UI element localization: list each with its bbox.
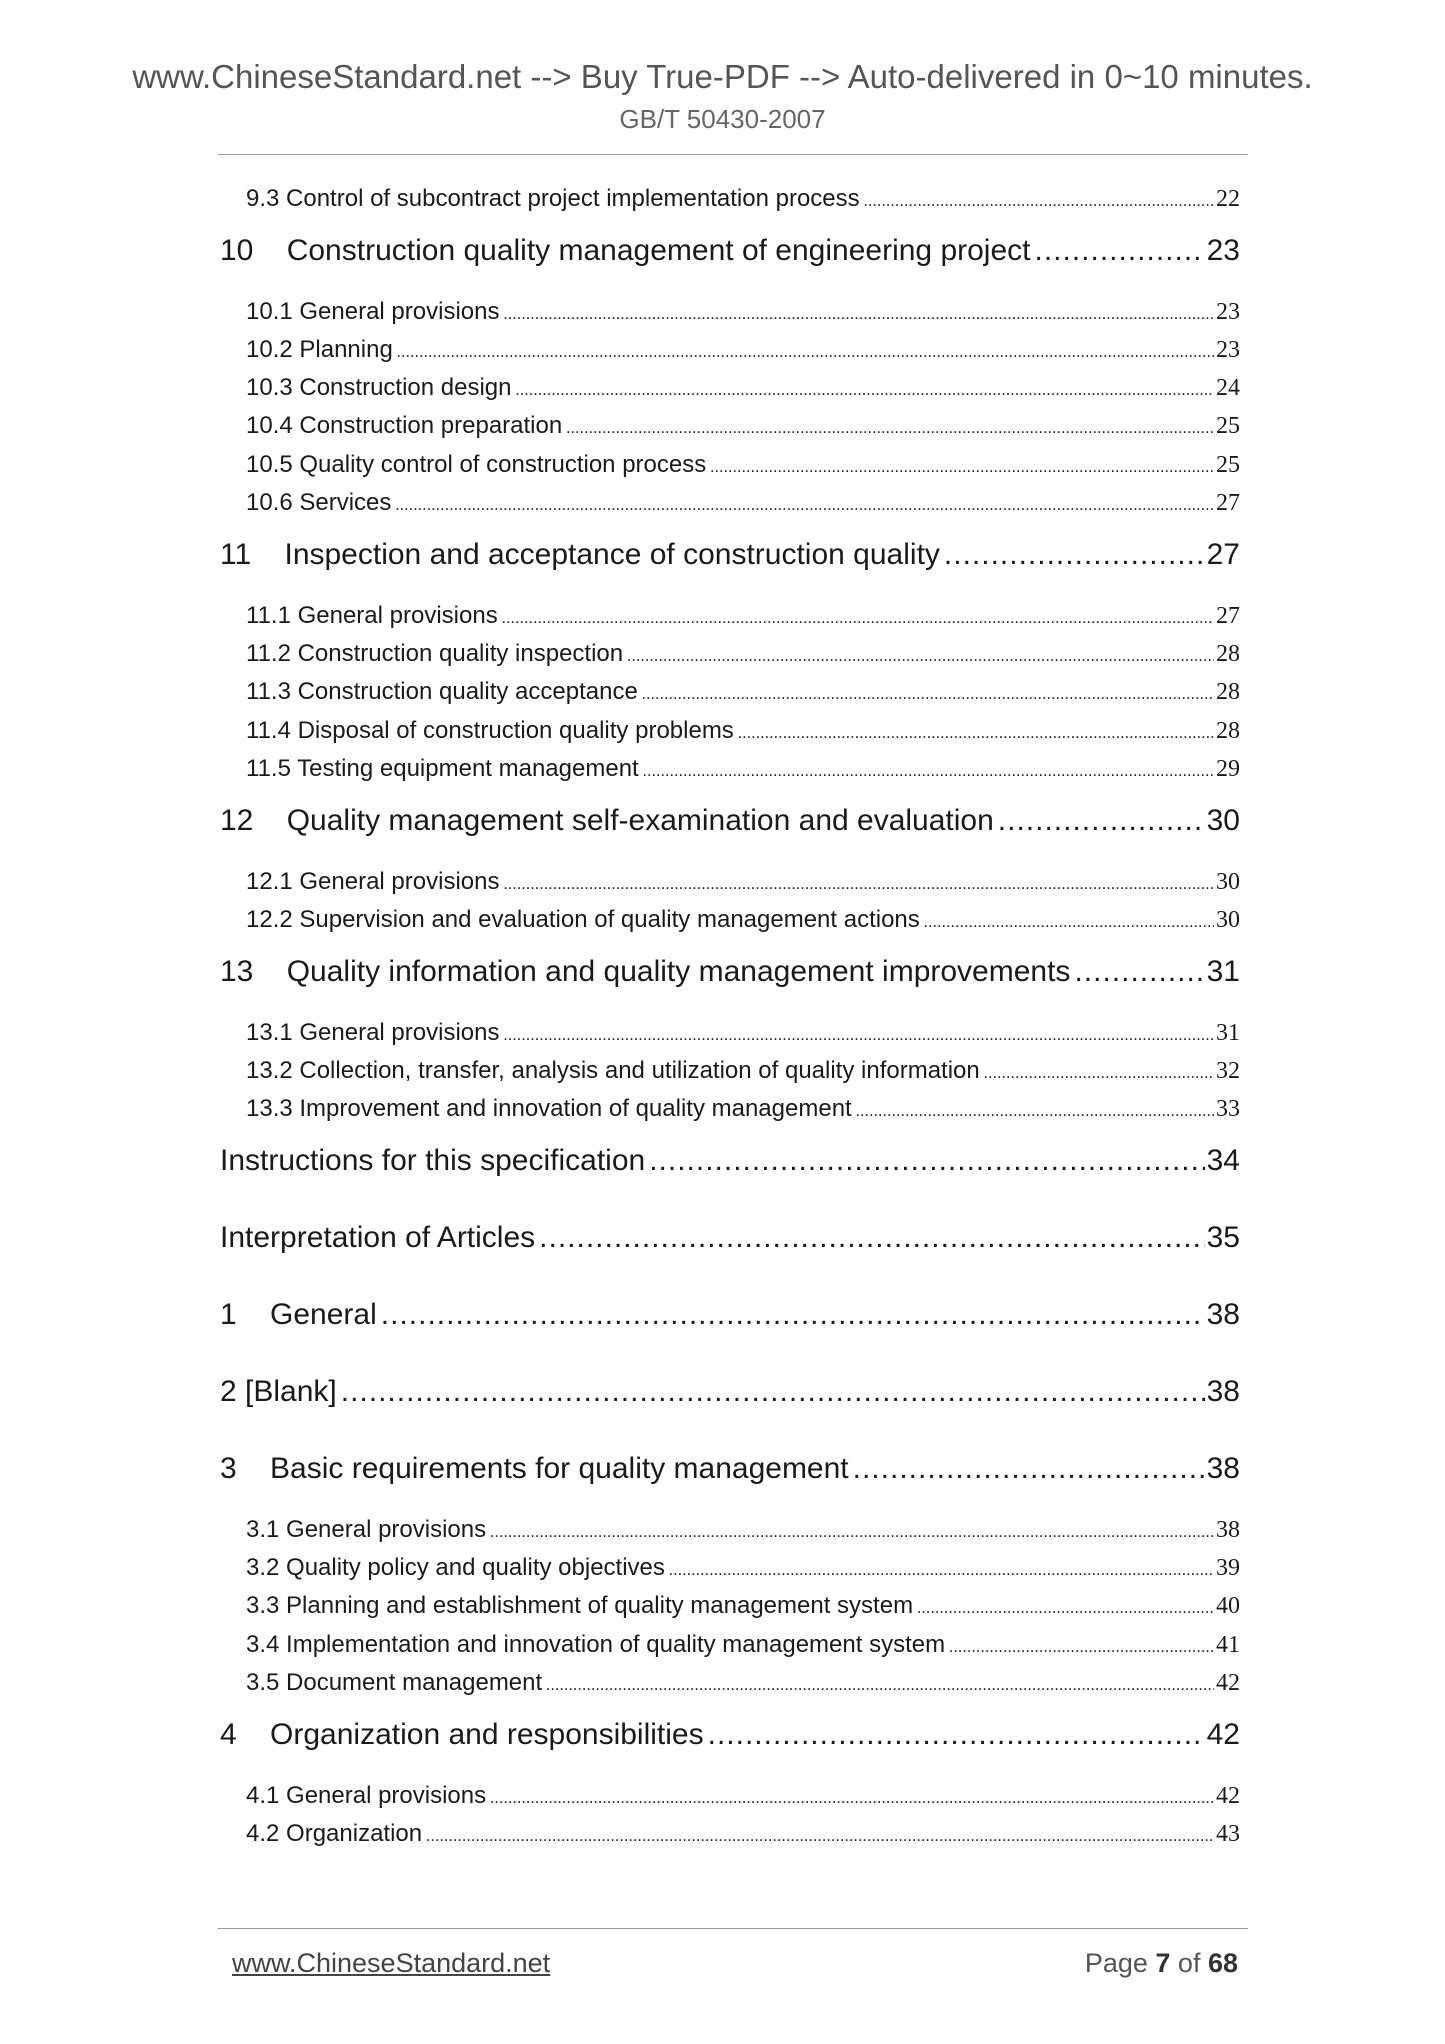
toc-entry-title: 11.2 Construction quality inspection bbox=[246, 640, 624, 667]
toc-entry[interactable] bbox=[246, 868, 1240, 896]
toc-dot-leader bbox=[708, 1718, 1205, 1752]
toc-entry-page: 39 bbox=[1216, 1555, 1240, 1581]
toc-entry-page: 40 bbox=[1216, 1593, 1240, 1619]
toc-entry-page: 27 bbox=[1216, 603, 1240, 629]
toc-entry-title: 12 Quality management self-examination and evaluation bbox=[220, 804, 994, 837]
toc-dot-leader bbox=[502, 610, 1214, 628]
toc-entry-page: 38 bbox=[1206, 1452, 1240, 1485]
toc-entry-page: 33 bbox=[1216, 1096, 1240, 1122]
toc-entry[interactable] bbox=[220, 1718, 1240, 1752]
toc-entry-page: 31 bbox=[1206, 955, 1240, 988]
toc-entry-title: 11.4 Disposal of construction quality problems bbox=[246, 717, 734, 744]
toc-entry-title: 3.4 Implementation and innovation of quality management system bbox=[246, 1631, 946, 1658]
toc-entry-page: 25 bbox=[1216, 413, 1240, 439]
toc-entry-page: 24 bbox=[1216, 375, 1240, 401]
toc-entry-title: 10.2 Planning bbox=[246, 336, 393, 363]
toc-entry-title: 2 [Blank] bbox=[220, 1375, 337, 1408]
toc-entry-page: 30 bbox=[1206, 804, 1240, 837]
toc-dot-leader bbox=[490, 1524, 1214, 1542]
toc-dot-leader bbox=[381, 1298, 1205, 1332]
toc-entry-page: 28 bbox=[1216, 718, 1240, 744]
toc-entry-page: 25 bbox=[1216, 452, 1240, 478]
toc-dot-leader bbox=[426, 1828, 1214, 1846]
toc-entry-title: 12.1 General provisions bbox=[246, 868, 500, 895]
toc-entry-page: 23 bbox=[1206, 234, 1240, 267]
toc-dot-leader bbox=[627, 648, 1214, 666]
toc-dot-leader bbox=[643, 763, 1214, 781]
toc-dot-leader bbox=[944, 538, 1205, 572]
toc-entry[interactable] bbox=[246, 1592, 1240, 1620]
toc-entry[interactable] bbox=[246, 640, 1240, 668]
toc-entry-page: 28 bbox=[1216, 641, 1240, 667]
toc-dot-leader bbox=[566, 420, 1214, 438]
toc-entry-title: 13 Quality information and quality management improvements bbox=[220, 955, 1071, 988]
toc-entry-title: 11.1 General provisions bbox=[246, 602, 498, 629]
toc-dot-leader bbox=[649, 1144, 1204, 1178]
toc-dot-leader bbox=[642, 686, 1214, 704]
toc-entry[interactable] bbox=[246, 336, 1240, 364]
toc-dot-leader bbox=[341, 1375, 1205, 1409]
page-current: 7 bbox=[1155, 1948, 1171, 1978]
toc-entry-page: 27 bbox=[1216, 490, 1240, 516]
toc-entry[interactable] bbox=[246, 755, 1240, 783]
footer-website-link[interactable]: www.ChineseStandard.net bbox=[232, 1948, 551, 1978]
toc-entry[interactable] bbox=[246, 1554, 1240, 1582]
toc-entry[interactable] bbox=[220, 1221, 1240, 1255]
toc-entry[interactable] bbox=[220, 1298, 1240, 1332]
toc-dot-leader bbox=[710, 459, 1214, 477]
page-total: 68 bbox=[1207, 1948, 1238, 1978]
toc-dot-leader bbox=[503, 876, 1214, 894]
toc-entry-page: 23 bbox=[1216, 299, 1240, 325]
toc-entry[interactable] bbox=[246, 298, 1240, 326]
toc-dot-leader bbox=[949, 1639, 1214, 1657]
toc-entry-page: 32 bbox=[1216, 1058, 1240, 1084]
toc-entry-title: 3.2 Quality policy and quality objectives bbox=[246, 1554, 665, 1581]
toc-entry-title: Instructions for this specification bbox=[220, 1144, 646, 1177]
toc-entry-title: 10.4 Construction preparation bbox=[246, 412, 563, 439]
toc-dot-leader bbox=[490, 1790, 1214, 1808]
toc-dot-leader bbox=[1034, 234, 1204, 268]
header-banner: www.ChineseStandard.net --> Buy True-PDF --> Auto-delivered in 0~10 minutes. bbox=[132, 58, 1313, 95]
toc-entry-title: 1 General bbox=[220, 1298, 377, 1331]
toc-entry-title: 3.3 Planning and establishment of quality management system bbox=[246, 1592, 914, 1619]
toc-entry-title: 10.5 Quality control of construction process bbox=[246, 451, 707, 478]
toc-entry-title: 9.3 Control of subcontract project implementation process bbox=[246, 185, 860, 212]
toc-entry-page: 38 bbox=[1206, 1298, 1240, 1331]
page-number bbox=[1085, 1948, 1238, 1979]
standard-code: GB/T 50430-2007 bbox=[619, 104, 826, 134]
toc-dot-leader bbox=[738, 725, 1214, 743]
toc-entry-title: 11 Inspection and acceptance of construction quality bbox=[220, 538, 940, 571]
toc-entry-title: 4.1 General provisions bbox=[246, 1782, 487, 1809]
toc-entry-title: 11.5 Testing equipment management bbox=[246, 755, 639, 782]
toc-entry-title: 10.1 General provisions bbox=[246, 298, 500, 325]
toc-dot-leader bbox=[503, 1027, 1214, 1045]
toc-entry[interactable] bbox=[246, 1782, 1240, 1810]
toc-entry-page: 38 bbox=[1216, 1517, 1240, 1543]
toc-entry-title: 12.2 Supervision and evaluation of quality management actions bbox=[246, 906, 920, 933]
toc-entry[interactable] bbox=[246, 602, 1240, 630]
toc-dot-leader bbox=[669, 1562, 1214, 1580]
toc-entry-title: 10 Construction quality management of engineering project bbox=[220, 234, 1031, 267]
toc-entry[interactable] bbox=[220, 1452, 1240, 1486]
toc-dot-leader bbox=[546, 1677, 1214, 1695]
toc-entry[interactable] bbox=[220, 804, 1240, 838]
toc-dot-leader bbox=[539, 1221, 1204, 1255]
toc-entry[interactable] bbox=[246, 1516, 1240, 1544]
toc-entry-title: 13.3 Improvement and innovation of quality management bbox=[246, 1095, 852, 1122]
toc-entry[interactable] bbox=[246, 1669, 1240, 1697]
toc-entry[interactable] bbox=[246, 1631, 1240, 1659]
toc-entry-page: 42 bbox=[1216, 1783, 1240, 1809]
toc-entry-page: 31 bbox=[1216, 1020, 1240, 1046]
toc-entry-page: 28 bbox=[1216, 679, 1240, 705]
toc-dot-leader bbox=[924, 914, 1214, 932]
toc-entry-title: 10.6 Services bbox=[246, 489, 392, 516]
toc-entry-title: 3.1 General provisions bbox=[246, 1516, 487, 1543]
toc-entry[interactable] bbox=[220, 955, 1240, 989]
toc-entry-page: 30 bbox=[1216, 907, 1240, 933]
toc-dot-leader bbox=[503, 306, 1214, 324]
toc-entry-page: 43 bbox=[1216, 1821, 1240, 1847]
toc-entry[interactable] bbox=[220, 538, 1240, 572]
toc-entry[interactable] bbox=[246, 1019, 1240, 1047]
toc-entry-page: 42 bbox=[1216, 1670, 1240, 1696]
toc-entry[interactable] bbox=[220, 1144, 1240, 1178]
toc-entry[interactable] bbox=[246, 451, 1240, 479]
toc-entry[interactable] bbox=[246, 678, 1240, 706]
toc-dot-leader bbox=[917, 1600, 1214, 1618]
toc-dot-leader bbox=[856, 1103, 1214, 1121]
toc-dot-leader bbox=[395, 497, 1214, 515]
toc-entry-page: 22 bbox=[1216, 186, 1240, 212]
toc-entry-page: 35 bbox=[1206, 1221, 1240, 1254]
toc-entry-page: 38 bbox=[1206, 1375, 1240, 1408]
toc-entry-title: Interpretation of Articles bbox=[220, 1221, 536, 1254]
toc-entry-page: 23 bbox=[1216, 337, 1240, 363]
toc-entry-title: 10.3 Construction design bbox=[246, 374, 512, 401]
toc-dot-leader bbox=[516, 382, 1215, 400]
footer-rule bbox=[218, 1928, 1248, 1929]
toc-entry[interactable] bbox=[246, 717, 1240, 745]
toc-dot-leader bbox=[397, 344, 1214, 362]
toc-entry[interactable] bbox=[246, 906, 1240, 934]
toc-entry[interactable] bbox=[246, 1820, 1240, 1848]
toc-entry-page: 27 bbox=[1206, 538, 1240, 571]
toc-entry[interactable] bbox=[246, 1057, 1240, 1085]
toc-dot-leader bbox=[998, 804, 1205, 838]
page-prefix: Page bbox=[1084, 1948, 1156, 1978]
toc-entry-page: 41 bbox=[1216, 1632, 1240, 1658]
toc-entry-page: 34 bbox=[1206, 1144, 1240, 1177]
toc-entry-page: 30 bbox=[1216, 869, 1240, 895]
toc-entry-title: 3 Basic requirements for quality management bbox=[220, 1452, 849, 1485]
toc-entry[interactable] bbox=[220, 234, 1240, 268]
toc-dot-leader bbox=[1074, 955, 1204, 989]
toc-entry-page: 29 bbox=[1216, 756, 1240, 782]
toc-entry-title: 13.1 General provisions bbox=[246, 1019, 500, 1046]
page-mid: of bbox=[1170, 1948, 1208, 1978]
toc-entry-title: 3.5 Document management bbox=[246, 1669, 543, 1696]
toc-entry[interactable] bbox=[246, 185, 1240, 213]
toc-entry[interactable] bbox=[220, 1375, 1240, 1409]
toc-entry-title: 4.2 Organization bbox=[246, 1820, 423, 1847]
toc-entry[interactable] bbox=[246, 412, 1240, 440]
toc-entry-title: 4 Organization and responsibilities bbox=[220, 1718, 704, 1751]
toc-dot-leader bbox=[864, 193, 1214, 211]
toc-entry-title: 11.3 Construction quality acceptance bbox=[246, 678, 638, 705]
toc-entry[interactable] bbox=[246, 489, 1240, 517]
toc-entry-title: 13.2 Collection, transfer, analysis and utilization of quality information bbox=[246, 1057, 980, 1084]
toc-entry[interactable] bbox=[246, 1095, 1240, 1123]
toc-entry-page: 42 bbox=[1206, 1718, 1240, 1751]
toc-dot-leader bbox=[853, 1452, 1205, 1486]
toc-entry[interactable] bbox=[246, 374, 1240, 402]
toc-dot-leader bbox=[984, 1065, 1214, 1083]
